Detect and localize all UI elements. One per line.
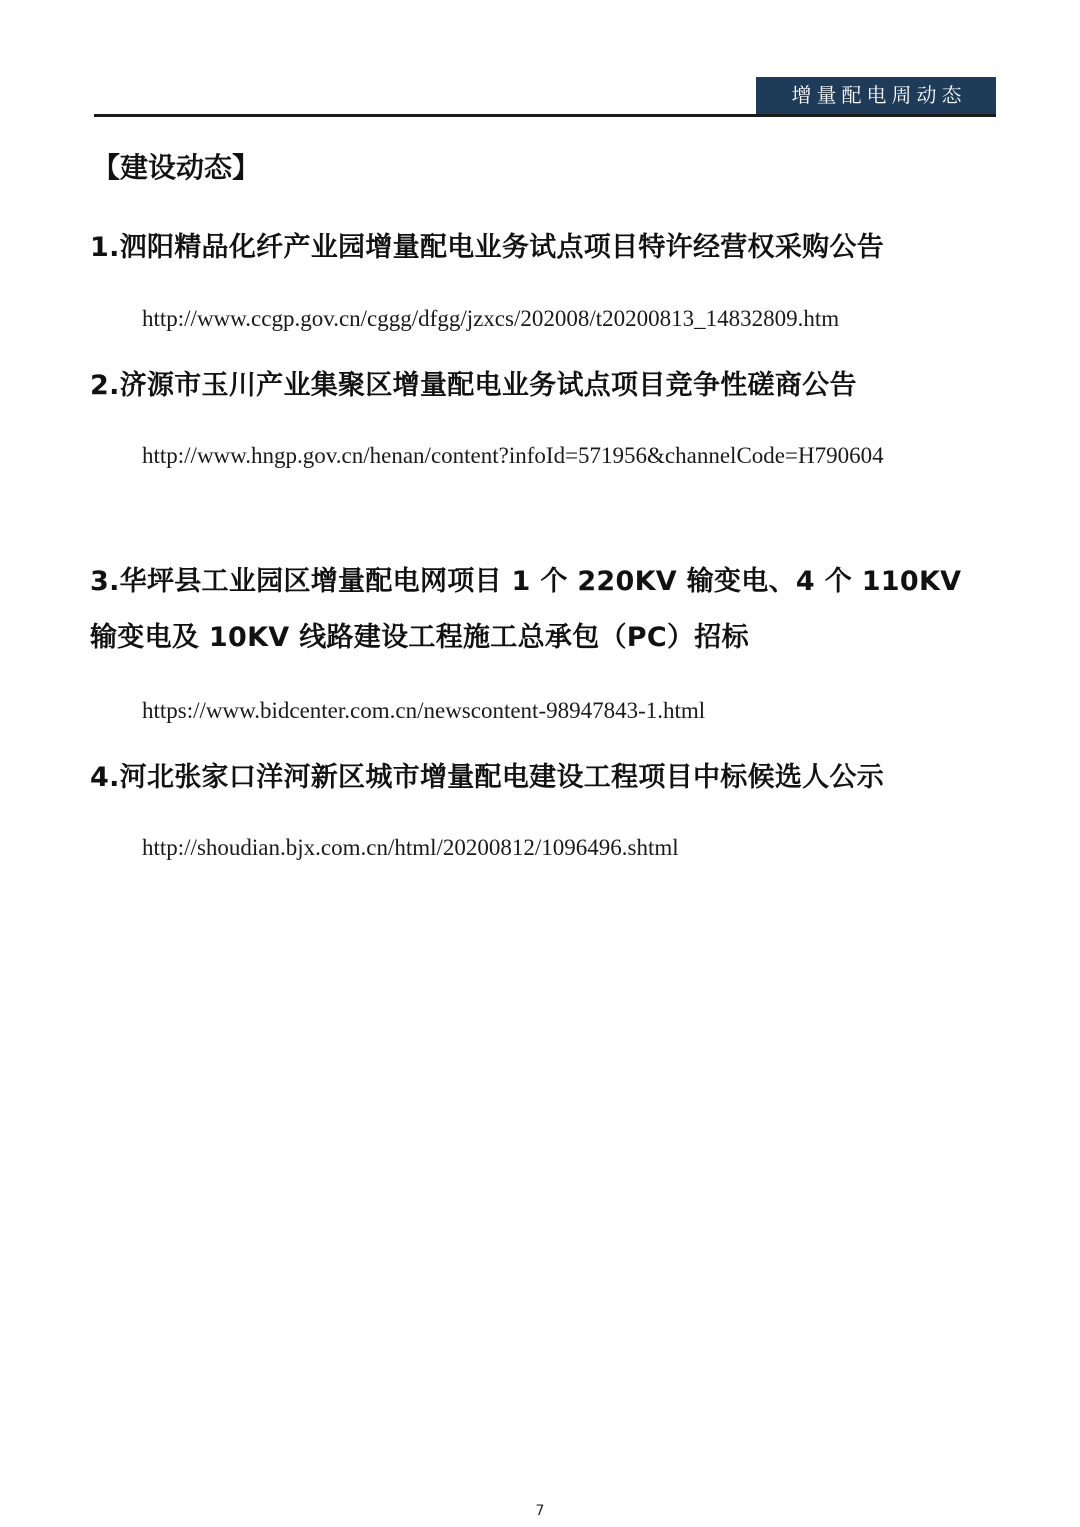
item-title-4: 4.河北张家口洋河新区城市增量配电建设工程项目中标候选人公示 (90, 762, 885, 793)
page-number: 7 (535, 1503, 545, 1519)
header-rule (94, 114, 996, 117)
item-title-3: 3.华坪县工业园区增量配电网项目 1 个 220KV 输变电、4 个 110KV 输变电及 10KV 线路建设工程施工总承包（PC）招标 (90, 566, 962, 653)
item-link-1[interactable]: http://www.ccgp.gov.cn/cggg/dfgg/jzxcs/202008/t20200813_14832809.htm (142, 306, 840, 331)
header-section-tag: 增量配电周动态 (756, 77, 996, 114)
item-title-1: 1.泗阳精品化纤产业园增量配电业务试点项目特许经营权采购公告 (90, 232, 885, 263)
item-link-4[interactable]: http://shoudian.bjx.com.cn/html/20200812/1096496.shtml (142, 835, 679, 860)
item-link-2[interactable]: http://www.hngp.gov.cn/henan/content?infoId=571956&channelCode=H790604 (142, 443, 884, 468)
section-title: 【建设动态】 (92, 151, 261, 184)
item-title-2: 2.济源市玉川产业集聚区增量配电业务试点项目竞争性磋商公告 (90, 370, 857, 401)
item-link-3[interactable]: https://www.bidcenter.com.cn/newscontent-98947843-1.html (142, 698, 706, 723)
